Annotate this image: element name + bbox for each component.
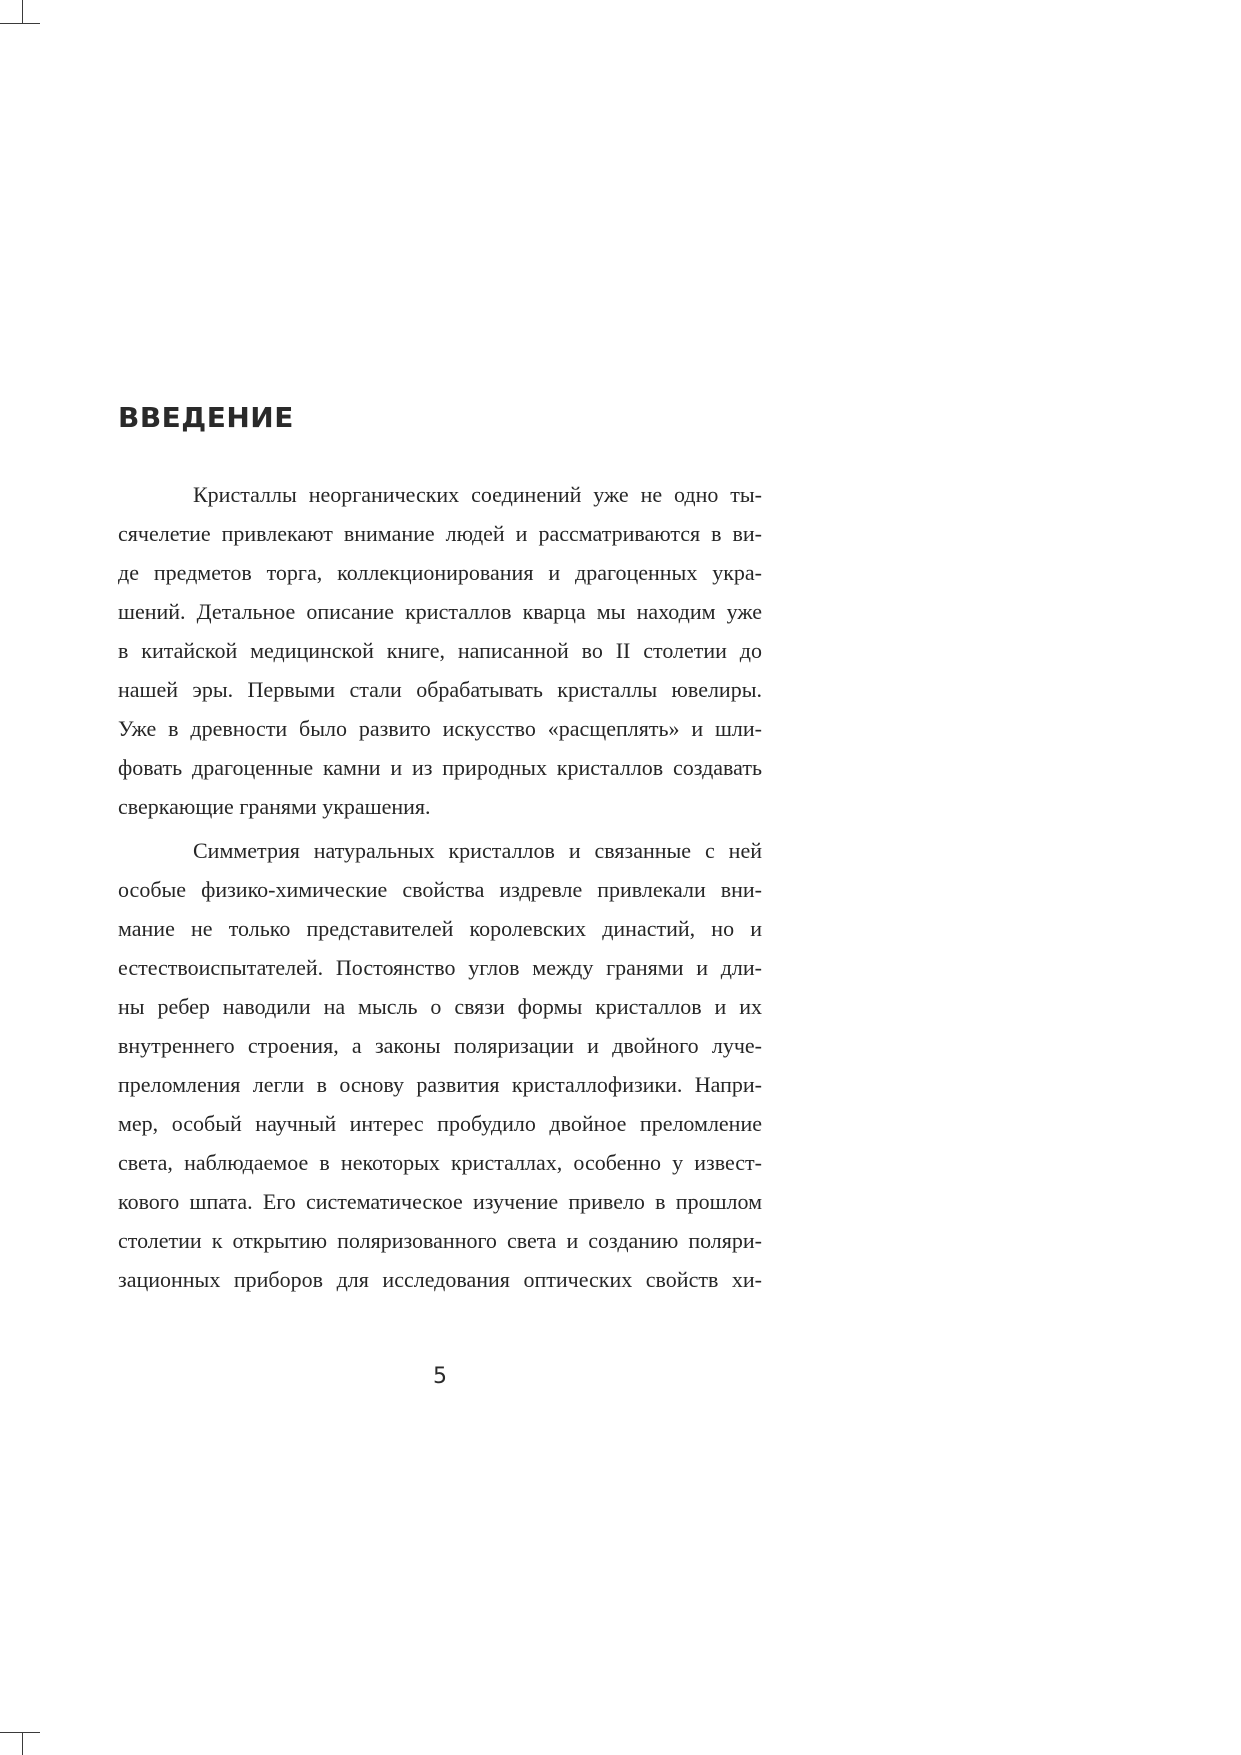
- crop-mark-bottom-vertical: [22, 1732, 23, 1755]
- page-title: ВВЕДЕНИЕ: [118, 401, 294, 434]
- text-line: света, наблюдаемое в некоторых кристаллах, особенно у извест-: [118, 1150, 762, 1175]
- text-line: естествоиспытателей. Постоянство углов между гранями и дли-: [118, 955, 762, 980]
- text-line: преломления легли в основу развития кристаллофизики. Напри-: [118, 1072, 762, 1097]
- text-line: зационных приборов для исследования оптических свойств хи-: [118, 1267, 762, 1292]
- crop-mark-top-vertical: [22, 0, 23, 24]
- text-line: в китайской медицинской книге, написанной во II столетии до: [118, 638, 762, 663]
- text-line: столетии к открытию поляризованного света и созданию поляри-: [118, 1228, 762, 1253]
- text-line: нашей эры. Первыми стали обрабатывать кристаллы ювелиры.: [118, 677, 762, 702]
- text-line: фовать драгоценные камни и из природных кристаллов создавать: [118, 755, 762, 780]
- text-line: шений. Детальное описание кристаллов кварца мы находим уже: [118, 599, 762, 624]
- text-line: сячелетие привлекают внимание людей и рассматриваются в ви-: [118, 521, 762, 546]
- text-line: внутреннего строения, а законы поляризации и двойного луче-: [118, 1033, 762, 1058]
- text-line: сверкающие гранями украшения.: [118, 794, 431, 819]
- crop-mark-top-horizontal: [0, 23, 40, 24]
- crop-mark-bottom-horizontal: [0, 1732, 40, 1733]
- text-line: мер, особый научный интерес пробудило двойное преломление: [118, 1111, 762, 1136]
- text-line: кового шпата. Его систематическое изучение привело в прошлом: [118, 1189, 762, 1214]
- text-line: мание не только представителей королевских династий, но и: [118, 916, 762, 941]
- text-line: де предметов торга, коллекционирования и драгоценных укра-: [118, 560, 762, 585]
- text-line: особые физико-химические свойства издревле привлекали вни-: [118, 877, 762, 902]
- text-line: Кристаллы неорганических соединений уже не одно ты-: [193, 482, 762, 507]
- text-line: ны ребер наводили на мысль о связи формы кристаллов и их: [118, 994, 762, 1019]
- text-line: Симметрия натуральных кристаллов и связанные с ней: [193, 838, 762, 863]
- text-line: Уже в древности было развито искусство «расщеплять» и шли-: [118, 716, 762, 741]
- page-number: 5: [433, 1364, 447, 1389]
